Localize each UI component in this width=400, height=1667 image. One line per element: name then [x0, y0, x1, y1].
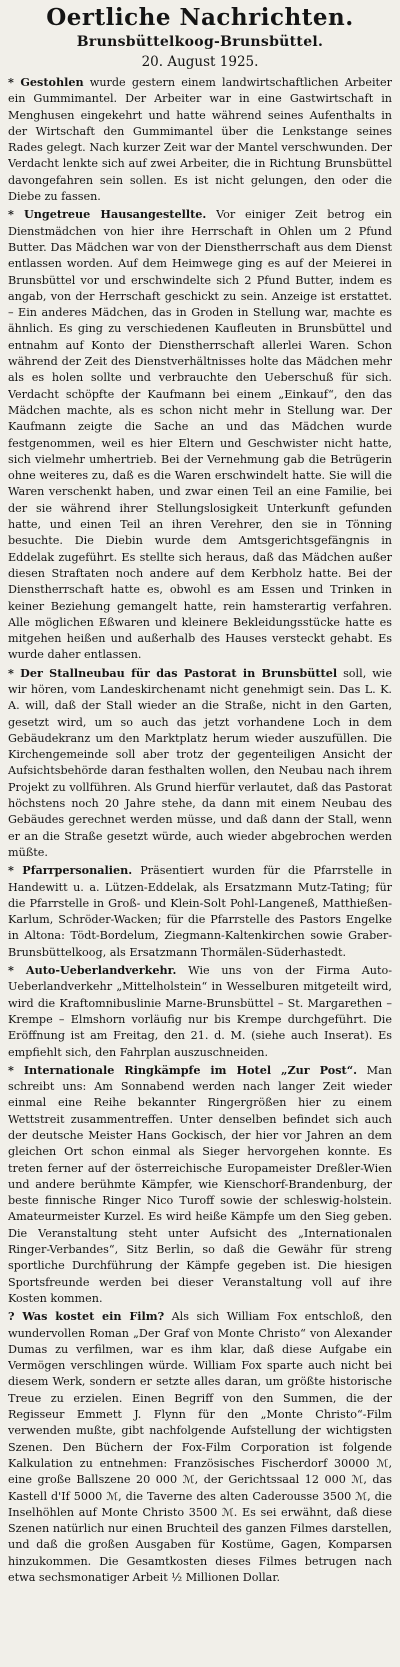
newspaper-page: [8, 0, 392, 1653]
article-film-kosten: [8, 1308, 392, 1586]
article-lead: * Der Stallneubau für das Pastorat in Brunsbüttel: [8, 665, 338, 680]
article-body: Als sich William Fox entschloß, den wundervollen Roman „Der Graf von Monte Christo“ von Alexander Dumas zu verfilmen, war es ihm klar, daß diese Aufgabe ein Vermögen verschlingen würde. William Fox sparte auch nicht bei diesem Werk, sondern er setzte alles daran, um größte historische Treue zu erzielen. Einen Begriff von den Summen, die der Regisseur Emmett J. Flynn für den „Monte Christo“-Film verwenden mußte, gibt nachfolgende Aufstellung der wichtigsten Szenen. Den Büchern der Fox-Film Corporation ist folgende Kalkulation zu entnehmen: Französisches Fischerdorf 30000 ℳ, eine große Ballszene 20 000 ℳ, der Gerichtssaal 12 000 ℳ, das Kastell d'If 5000 ℳ, die Taverne des alten Caderousse 3500 ℳ, die Inselhöhlen auf Monte Christo 3500 ℳ. Es sei erwähnt, daß diese Szenen natürlich nur einen Bruchteil des ganzen Filmes darstellen, und daß die großen Ausgaben für Kostüme, Gagen, Komparsen hinzukommen. Die Gesamtkosten dieses Filmes betrugen nach etwa sechsmonatiger Arbeit ½ Millionen Dollar.: [8, 1310, 392, 1585]
article-stallneubau: [8, 665, 392, 862]
article-auto-ueberlandverkehr: [8, 962, 392, 1061]
article-body: Präsentiert wurden für die Pfarrstelle in Handewitt u. a. Lützen-Eddelak, als Ersatzmann Mutz-Tating; für die Pfarrstelle in Groß- und Klein-Solt Pohl-Langeneß, Matthießen-Karlum, Schröder-Wacken; für die Pfarrstelle des Pastors Engelke in Altona: Tödt-Bordelum, Ziegmann-Kaltenkirchen sowie Graber-Brunsbüttelkoog, als Ersatzmann Thormälen-Süderhastedt.: [8, 864, 392, 959]
article-body: Vor einiger Zeit betrog ein Dienstmädchen von hier ihre Herrschaft in Ohlen um 2 Pfund Butter. Das Mädchen war von der Dienstherrschaft aus dem Dienst entlassen worden. Auf dem Heimwege ging es auf der Meierei in Brunsbüttel vor und erschwindelte sich 2 Pfund Butter, indem es angab, von der Herrschaft geschickt zu sein. Anzeige ist erstattet. – Ein anderes Mädchen, das in Groden in Stellung war, machte es ähnlich. Es ging zu verschiedenen Kaufleuten in Brunsbüttel und entnahm auf Konto der Dienstherrschaft allerlei Waren. Schon während der Zeit des Dienstverhältnisses holte das Mädchen mehr als es holen sollte und verbrauchte den Ueberschuß für sich. Verdacht schöpfte der Kaufmann bei einem „Einkauf“, den das Mädchen machte, als es schon nicht mehr in Stellung war. Der Kaufmann zeigte die Sache an und das Mädchen wurde festgenommen, weil es hier Eltern und Geschwister nicht hatte, sich vielmehr umhertrieb. Bei der Vernehmung gab die Betrügerin ohne weiteres zu, daß es die Waren erschwindelt hatte. Sie will die Waren verschenkt haben, und zwar einen Teil an eine Familie, bei der sie während ihrer Stellungslosigkeit Unterkunft gefunden hatte, und einen Teil an ihren Verehrer, den sie in Tönning besuchte. Die Diebin wurde dem Amtsgerichtsgefängnis in Eddelak zugeführt. Es stellte sich heraus, daß das Mädchen außer diesen Straftaten noch andere auf dem Kerbholz hatte. Bei der Dienstherrschaft hatte es, obwohl es am Essen und Trinken in keiner Beziehung gemangelt hatte, rein hamsterartig verfahren. Alle möglichen Eßwaren und kleinere Bekleidungsstücke hatte es mitgehen heißen und außerhalb des Hauses versteckt gehabt. Es wurde daher entlassen.: [8, 208, 392, 662]
dateline: 20. August 1925.: [141, 54, 259, 70]
article-body: Man schreibt uns: Am Sonnabend werden nach langer Zeit wieder einmal eine Reihe bekannter Ringergrößen hier zu einem Wettstreit zusammentreffen. Unter denselben befindet sich auch der deutsche Meister Hans Gockisch, der hier vor Jahren an dem gleichen Ort schon einmal als Sieger hervorgehen konnte. Es treten ferner auf der österreichische Europameister Dreßler-Wien und andere berühmte Kämpfer, wie Kienschorf-Brandenburg, der beste finnische Ringer Nico Turoff sowie der schleswig-holstein. Amateurmeister Kurzel. Es wird heiße Kämpfe um den Sieg geben. Die Veranstaltung steht unter Aufsicht des „Internationalen Ringer-Verbandes“, Sitz Berlin, so daß die Gewähr für streng sportliche Durchführung der Kämpfe gegeben ist. Die hiesigen Sportsfreunde werden bei dieser Veranstaltung voll auf ihre Kosten kommen.: [8, 1063, 392, 1305]
article-lead: * Auto-Ueberlandverkehr.: [8, 963, 177, 978]
section-title: Oertliche Nachrichten.: [46, 4, 354, 31]
article-lead: * Pfarrpersonalien.: [8, 863, 133, 878]
article-lead: * Gestohlen: [8, 75, 84, 89]
article-body: Wie uns von der Firma Auto-Ueberlandverkehr „Mittelholstein“ in Wesselburen mitgeteilt wird, wird die Kraftomnibuslinie Marne-Brunsbüttel – St. Margarethen – Krempe – Elmshorn vorläufig nur bis Krempe durchgeführt. Die Eröffnung ist am Freitag, den 21. d. M. (siehe auch Inserat). Es empfiehlt sich, den Fahrplan auszuschneiden.: [8, 964, 392, 1059]
article-hausangestellte: [8, 206, 392, 663]
article-gestohlen: [8, 74, 392, 205]
locality-subtitle: Brunsbüttelkoog-Brunsbüttel.: [76, 34, 324, 50]
article-pfarrpersonalien: [8, 862, 392, 961]
masthead: [8, 0, 392, 72]
article-lead: * Internationale Ringkämpfe im Hotel „Zur Post“.: [8, 1062, 358, 1077]
article-lead: * Ungetreue Hausangestellte.: [8, 207, 207, 222]
article-lead: ? Was kostet ein Film?: [8, 1309, 165, 1324]
article-ringkaempfe: [8, 1062, 392, 1307]
article-body: soll, wie wir hören, vom Landeskirchenamt nicht genehmigt sein. Das L. K. A. will, daß der Stall wieder an die Straße, nicht in den Garten, gesetzt wird, um so auch das jetzt vorhandene Loch in dem Gebäudekranz um den Marktplatz herum wieder auszufüllen. Die Kirchengemeinde soll aber trotz der gegenteiligen Ansicht der Aufsichtsbehörde daran festhalten wollen, den Neubau nach ihrem Projekt zu vollführen. Als Grund hierfür verlautet, daß das Pastorat höchstens noch 20 Jahre stehe, da dann mit einem Neubau des Gebäudes gerechnet werden müsse, und daß dann der Stall, wenn er an die Straße gesetzt würde, auch wieder abgebrochen werden müßte.: [8, 666, 392, 859]
article-body: wurde gestern einem landwirtschaftlichen Arbeiter ein Gummimantel. Der Arbeiter war in eine Gastwirtschaft in Menghusen eingekehrt und hatte während seines Aufenthalts in der Wirtschaft den Gummimantel über die Lenkstange seines Rades gelegt. Nach kurzer Zeit war der Mantel verschwunden. Der Verdacht lenkte sich auf zwei Arbeiter, die in Richtung Brunsbüttel davongefahren sein sollen. Es ist nicht gelungen, den oder die Diebe zu fassen.: [8, 76, 392, 204]
